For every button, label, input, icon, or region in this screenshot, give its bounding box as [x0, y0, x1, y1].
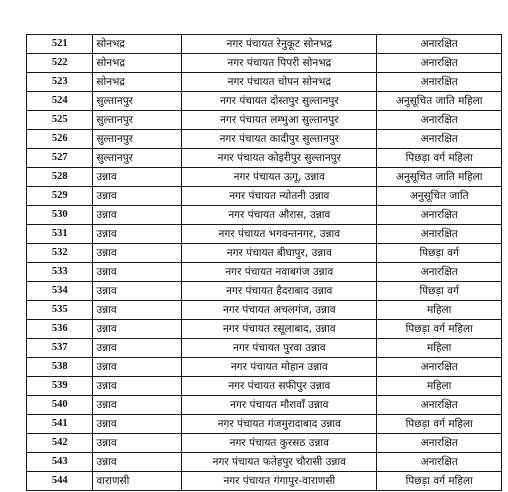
nagar-panchayat-cell: नगर पंचायत भगवन्तनगर, उन्नाव [182, 225, 377, 244]
table-row [27, 453, 502, 472]
district-cell: सुल्तानपुर [93, 111, 182, 130]
serial-number-cell: 532 [27, 244, 93, 263]
reservation-category-cell: पिछड़ा वर्ग [377, 244, 502, 263]
district-cell: उन्नाव [93, 168, 182, 187]
nagar-panchayat-cell: नगर पंचायत गंजमुरादाबाद उन्नाव [182, 415, 377, 434]
district-cell: सुल्तानपुर [93, 130, 182, 149]
nagar-panchayat-cell: नगर पंचायत औरास, उन्नाव [182, 206, 377, 225]
nagar-panchayat-cell: नगर पंचायत कादीपुर सुल्तानपुर [182, 130, 377, 149]
reservation-category-cell: अनारक्षित [377, 130, 502, 149]
table-row [27, 168, 502, 187]
reservation-table [26, 34, 502, 491]
district-cell: उन्नाव [93, 415, 182, 434]
serial-number-cell: 534 [27, 282, 93, 301]
serial-number-cell: 538 [27, 358, 93, 377]
table-row [27, 130, 502, 149]
serial-number-cell: 531 [27, 225, 93, 244]
table-row [27, 35, 502, 54]
table-row [27, 358, 502, 377]
serial-number-cell: 525 [27, 111, 93, 130]
serial-number-cell: 522 [27, 54, 93, 73]
nagar-panchayat-cell: नगर पंचायत गंगापुर-वाराणसी [182, 472, 377, 491]
district-cell: सुल्तानपुर [93, 92, 182, 111]
reservation-category-cell: अनारक्षित [377, 263, 502, 282]
table-row [27, 111, 502, 130]
district-cell: सोनभद्र [93, 54, 182, 73]
district-cell: उन्नाव [93, 377, 182, 396]
table-row [27, 396, 502, 415]
district-cell: उन्नाव [93, 206, 182, 225]
district-cell: उन्नाव [93, 339, 182, 358]
serial-number-cell: 524 [27, 92, 93, 111]
nagar-panchayat-cell: नगर पंचायत अचलगंज, उन्नाव [182, 301, 377, 320]
nagar-panchayat-cell: नगर पंचायत कुरसठ उन्नाव [182, 434, 377, 453]
serial-number-cell: 542 [27, 434, 93, 453]
nagar-panchayat-cell: नगर पंचायत मौरावाँ उन्नाव [182, 396, 377, 415]
serial-number-cell: 535 [27, 301, 93, 320]
reservation-category-cell: अनारक्षित [377, 434, 502, 453]
nagar-panchayat-cell: नगर पंचायत नवाबगंज उन्नाव [182, 263, 377, 282]
district-cell: उन्नाव [93, 320, 182, 339]
district-cell: उन्नाव [93, 263, 182, 282]
table-row [27, 225, 502, 244]
reservation-category-cell: महिला [377, 339, 502, 358]
reservation-category-cell: अनारक्षित [377, 111, 502, 130]
serial-number-cell: 529 [27, 187, 93, 206]
serial-number-cell: 527 [27, 149, 93, 168]
reservation-category-cell: अनारक्षित [377, 225, 502, 244]
district-cell: उन्नाव [93, 225, 182, 244]
serial-number-cell: 526 [27, 130, 93, 149]
serial-number-cell: 530 [27, 206, 93, 225]
reservation-category-cell: अनुसूचित जाति [377, 187, 502, 206]
table-row [27, 320, 502, 339]
table-row [27, 377, 502, 396]
nagar-panchayat-cell: नगर पंचायत न्योतनी उन्नाव [182, 187, 377, 206]
serial-number-cell: 540 [27, 396, 93, 415]
district-cell: वाराणसी [93, 472, 182, 491]
district-cell: उन्नाव [93, 358, 182, 377]
reservation-category-cell: अनारक्षित [377, 396, 502, 415]
nagar-panchayat-cell: नगर पंचायत ऊगू, उन्नाव [182, 168, 377, 187]
nagar-panchayat-cell: नगर पंचायत रेनुकूट सोनभद्र [182, 35, 377, 54]
district-cell: उन्नाव [93, 244, 182, 263]
district-cell: सोनभद्र [93, 73, 182, 92]
district-cell: उन्नाव [93, 187, 182, 206]
table-row [27, 206, 502, 225]
table-row [27, 54, 502, 73]
table-row [27, 415, 502, 434]
reservation-category-cell: पिछड़ा वर्ग महिला [377, 320, 502, 339]
table-row [27, 149, 502, 168]
nagar-panchayat-cell: नगर पंचायत फतेहपुर चौरासी उन्नाव [182, 453, 377, 472]
table-row [27, 339, 502, 358]
serial-number-cell: 541 [27, 415, 93, 434]
district-cell: उन्नाव [93, 453, 182, 472]
reservation-category-cell: अनारक्षित [377, 358, 502, 377]
nagar-panchayat-cell: नगर पंचायत पुरवा उन्नाव [182, 339, 377, 358]
reservation-category-cell: अनारक्षित [377, 54, 502, 73]
nagar-panchayat-cell: नगर पंचायत हैदराबाद उन्नाव [182, 282, 377, 301]
table-row [27, 187, 502, 206]
reservation-category-cell: अनारक्षित [377, 73, 502, 92]
table-row [27, 301, 502, 320]
serial-number-cell: 528 [27, 168, 93, 187]
table-row [27, 92, 502, 111]
district-cell: सोनभद्र [93, 35, 182, 54]
nagar-panchayat-cell: नगर पंचायत बीघापुर, उन्नाव [182, 244, 377, 263]
nagar-panchayat-cell: नगर पंचायत रसूलाबाद, उन्नाव [182, 320, 377, 339]
district-cell: उन्नाव [93, 282, 182, 301]
table-row [27, 73, 502, 92]
district-cell: उन्नाव [93, 434, 182, 453]
reservation-category-cell: अनारक्षित [377, 453, 502, 472]
serial-number-cell: 533 [27, 263, 93, 282]
nagar-panchayat-cell: नगर पंचायत मोहान उन्नाव [182, 358, 377, 377]
reservation-category-cell: अनारक्षित [377, 206, 502, 225]
nagar-panchayat-cell: नगर पंचायत दोस्तपुर सुल्तानपुर [182, 92, 377, 111]
reservation-category-cell: पिछड़ा वर्ग महिला [377, 149, 502, 168]
serial-number-cell: 539 [27, 377, 93, 396]
nagar-panchayat-cell: नगर पंचायत कोइरीपुर सुल्तानपुर [182, 149, 377, 168]
table-body [27, 35, 502, 491]
table-row [27, 472, 502, 491]
reservation-category-cell: पिछड़ा वर्ग महिला [377, 415, 502, 434]
serial-number-cell: 521 [27, 35, 93, 54]
reservation-category-cell: महिला [377, 301, 502, 320]
reservation-category-cell: महिला [377, 377, 502, 396]
table-row [27, 282, 502, 301]
reservation-category-cell: अनुसूचित जाति महिला [377, 92, 502, 111]
table-row [27, 434, 502, 453]
serial-number-cell: 537 [27, 339, 93, 358]
reservation-category-cell: पिछड़ा वर्ग [377, 282, 502, 301]
district-cell: उन्नाव [93, 301, 182, 320]
table-row [27, 263, 502, 282]
reservation-category-cell: अनुसूचित जाति महिला [377, 168, 502, 187]
nagar-panchayat-cell: नगर पंचायत लम्भुआ सुल्तानपुर [182, 111, 377, 130]
serial-number-cell: 536 [27, 320, 93, 339]
table-row [27, 244, 502, 263]
serial-number-cell: 544 [27, 472, 93, 491]
document-page [26, 34, 502, 491]
reservation-category-cell: अनारक्षित [377, 35, 502, 54]
reservation-category-cell: पिछड़ा वर्ग महिला [377, 472, 502, 491]
district-cell: उन्नाव [93, 396, 182, 415]
nagar-panchayat-cell: नगर पंचायत पिपरी सोनभद्र [182, 54, 377, 73]
district-cell: सुल्तानपुर [93, 149, 182, 168]
serial-number-cell: 543 [27, 453, 93, 472]
serial-number-cell: 523 [27, 73, 93, 92]
nagar-panchayat-cell: नगर पंचायत सफीपुर उन्नाव [182, 377, 377, 396]
nagar-panchayat-cell: नगर पंचायत चोपन सोनभद्र [182, 73, 377, 92]
